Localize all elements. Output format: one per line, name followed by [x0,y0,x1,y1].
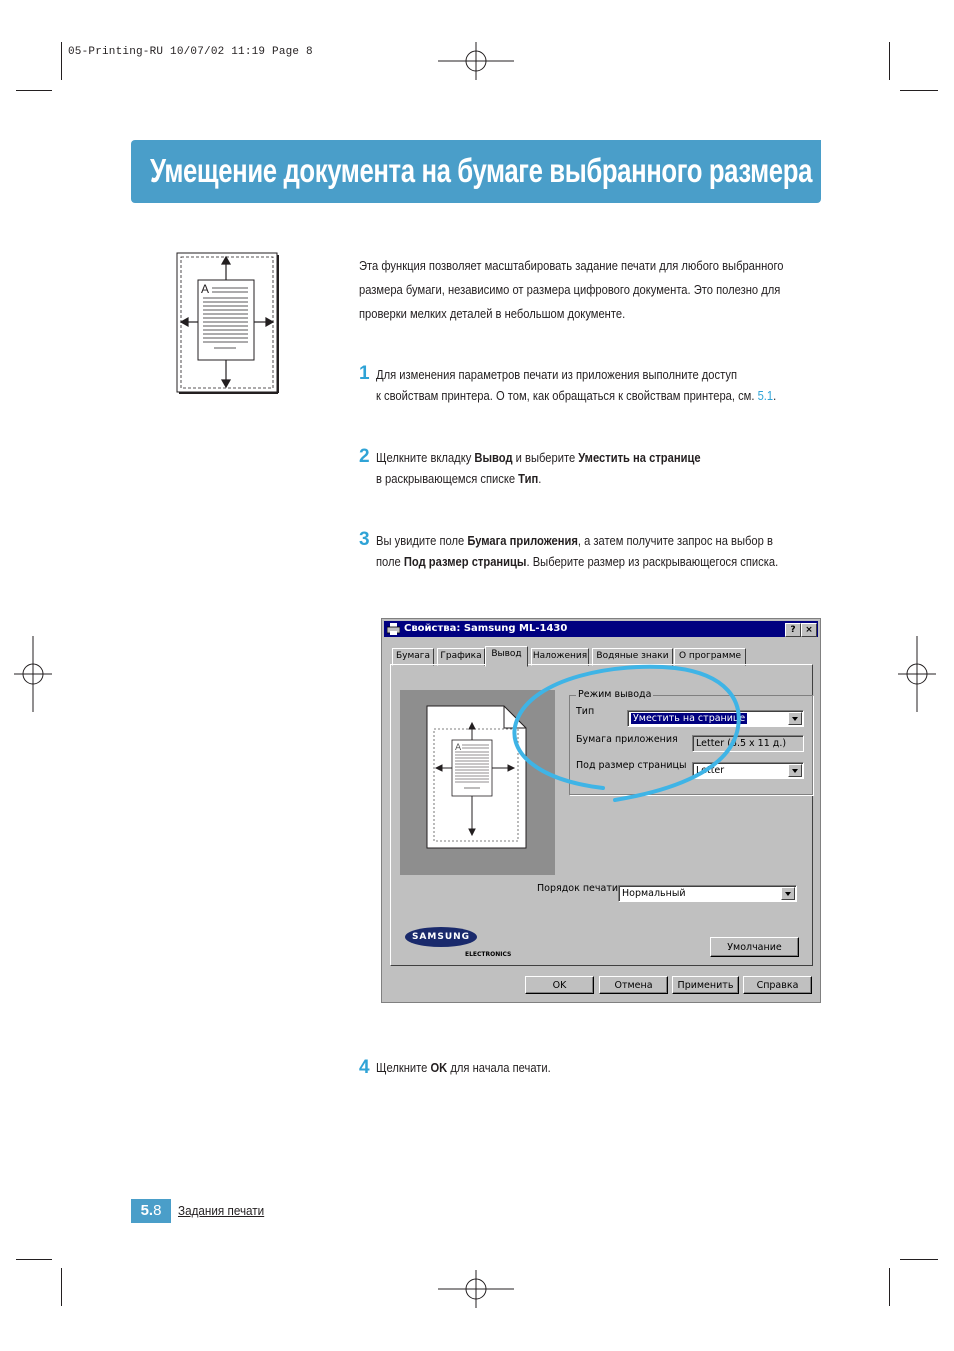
chevron-down-icon[interactable] [781,887,795,900]
page-number: 8 [153,1202,162,1219]
tab-graphics[interactable]: Графика [437,648,485,666]
fit-to-page-value: Letter [696,765,725,776]
step-text-bold: Уместить на странице [578,450,701,465]
registration-mark-left [14,636,54,714]
step-line: Для изменения параметров печати из приложения выполните доступ [376,367,738,382]
intro-line: размера бумаги, независимо от размера цифрового документа. Это полезно для [359,282,781,297]
step-text-part: Щелкните [376,1060,431,1075]
step-1-text [376,364,776,406]
section-label: Задания печати [178,1203,265,1218]
step-text-part: к свойствам принтера. О том, как обращаться к свойствам принтера, см. [376,388,758,403]
step-text-bold: OK [430,1060,448,1075]
preview-letter: A [455,743,462,753]
step-4-text [376,1057,551,1078]
step-text-bold: Вывод [474,450,513,465]
step-number: 1 [359,363,370,384]
dialog-titlebar [384,621,818,637]
step-text-bold: Тип [518,471,539,486]
step-text-part: Вы увидите поле [376,533,468,548]
dialog-title: Свойства: Samsung ML-1430 [404,623,568,634]
apply-button[interactable]: Применить [672,976,739,994]
step-text-part: поле [376,554,404,569]
step-text-bold: Под размер страницы [403,554,527,569]
registration-mark-right [898,636,938,714]
help-text-button[interactable]: Справка [743,976,812,994]
ok-button[interactable]: OK [525,976,594,994]
intro-line: Эта функция позволяет масштабировать задание печати для любого выбранного [359,258,784,273]
page-number-badge [131,1199,171,1223]
highlight-ellipse [505,660,755,810]
print-order-label: Порядок печати [537,883,619,894]
illustration-letter: A [201,282,210,296]
chevron-down-icon[interactable] [788,712,802,725]
step-line [376,468,701,489]
help-button[interactable]: ? [785,623,801,637]
samsung-logo [405,927,477,947]
registration-mark-bottom [438,1270,518,1308]
crop-mark [900,90,938,91]
intro-line: проверки мелких деталей в небольшом документе. [359,306,626,321]
crop-mark [16,90,52,91]
registration-mark-top [438,42,518,80]
step-line [376,447,701,468]
print-order-select[interactable] [618,885,797,902]
step-text-part: Щелкните вкладку [376,450,475,465]
close-button[interactable]: × [801,623,817,637]
step-text-part: и выберите [512,450,579,465]
step-number: 3 [359,529,370,550]
page-title: Умещение документа на бумаге выбранного размера [150,152,813,189]
step-text-part: в раскрывающемся списке [376,471,519,486]
step-text-part: , а затем получите запрос на выбор в [577,533,773,548]
tab-overlays[interactable]: Наложения [531,648,589,666]
step-text-part: . Выберите размер из раскрывающегося списка. [526,554,779,569]
crop-mark [889,1268,890,1306]
print-order-value: Нормальный [622,888,686,899]
step-text-part: для начала печати. [447,1060,551,1075]
step-3-text [376,530,778,572]
printer-icon [387,623,400,635]
print-header: 05-Printing-RU 10/07/02 11:19 Page 8 [68,46,313,58]
app-paper-label: Бумага приложения [576,734,678,745]
step-2-text [376,447,701,489]
tab-watermarks[interactable]: Водяные знаки [592,648,673,666]
section-link[interactable]: 5.1 [757,388,774,403]
crop-mark [61,1268,62,1306]
brand-subtitle: ELECTRONICS [465,951,512,958]
step-number: 2 [359,446,370,467]
crop-mark [16,1259,52,1260]
chapter-number: 5. [140,1202,154,1219]
step-line [376,530,778,551]
defaults-button[interactable]: Умолчание [710,937,799,957]
tab-paper[interactable]: Бумага [392,648,434,666]
cancel-button[interactable]: Отмена [599,976,668,994]
step-number: 4 [359,1057,370,1078]
brand-name: SAMSUNG [411,932,471,942]
crop-mark [889,42,890,80]
step-text-part: . [538,471,542,486]
fit-to-page-label: Под размер страницы [576,760,687,771]
step-text-part: . [773,388,777,403]
crop-mark [61,42,62,80]
chevron-down-icon[interactable] [788,764,802,777]
step-line [376,551,778,572]
step-text-bold: Бумага приложения [467,533,578,548]
tab-about[interactable]: О программе [674,648,746,666]
crop-mark [900,1259,938,1260]
fit-to-page-illustration [176,252,282,396]
step-line [376,385,776,406]
group-title: Режим вывода [578,689,652,700]
intro-paragraph [359,254,784,326]
type-label: Тип [576,706,595,717]
type-selected-value: Уместить на странице [633,713,746,724]
app-paper-field: Letter (8.5 x 11 д.) [692,735,804,752]
tab-output[interactable]: Вывод [485,646,528,667]
